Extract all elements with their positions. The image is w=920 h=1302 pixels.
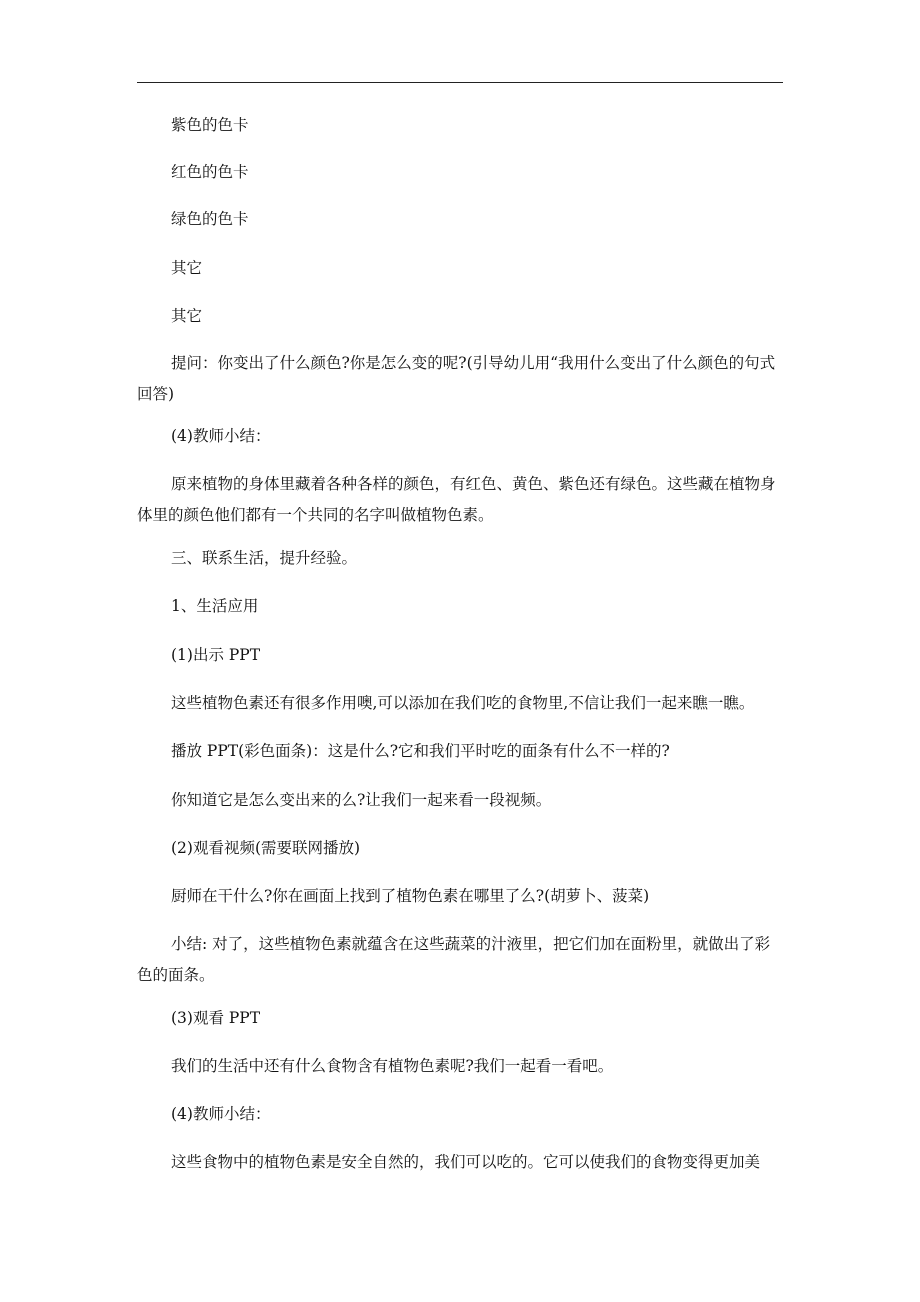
paragraph-play-ppt: 播放 PPT(彩色面条)：这是什么?它和我们平时吃的面条有什么不一样的? (171, 742, 670, 760)
header-rule (137, 82, 783, 83)
paragraph-teacher-summary-heading-2: (4)教师小结： (171, 1105, 271, 1123)
paragraph-other-2: 其它 (171, 307, 203, 325)
paragraph-other-1: 其它 (171, 259, 203, 277)
paragraph-summary-noodles: 小结: 对了，这些植物色素就蕴含在这些蔬菜的汁液里，把它们加在面粉里，就做出了彩色的面条。 (137, 935, 771, 984)
paragraph-safe-pigments: 这些食物中的植物色素是安全自然的，我们可以吃的。它可以使我们的食物变得更加美 (171, 1153, 761, 1171)
paragraph-summary-pigments: 原来植物的身体里藏着各种各样的颜色，有红色、黄色、紫色还有绿色。这些藏在植物身体里的颜色他们都有一个共同的名字叫做植物色素。 (137, 475, 776, 524)
paragraph-food-question: 我们的生活中还有什么食物含有植物色素呢?我们一起看一看吧。 (171, 1057, 614, 1075)
paragraph-purple-card: 紫色的色卡 (171, 116, 249, 134)
paragraph-how-made: 你知道它是怎么变出来的么?让我们一起来看一段视频。 (171, 791, 552, 809)
paragraph-teacher-summary-heading: (4)教师小结： (171, 427, 271, 445)
step-show-ppt: (1)出示 PPT (171, 646, 261, 664)
step-watch-video: (2)观看视频(需要联网播放) (171, 839, 361, 857)
paragraph-pigment-uses: 这些植物色素还有很多作用噢,可以添加在我们吃的食物里,不信让我们一起来瞧一瞧。 (171, 694, 755, 712)
paragraph-question: 提问：你变出了什么颜色?你是怎么变的呢?(引导幼儿用“我用什么变出了什么颜色的句式回答) (137, 354, 776, 403)
paragraph-chef-question: 厨师在干什么?你在画面上找到了植物色素在哪里了么?(胡萝卜、菠菜) (171, 887, 650, 905)
subsection-life-application: 1、生活应用 (171, 597, 259, 615)
section-heading-three: 三、联系生活，提升经验。 (171, 549, 358, 567)
paragraph-red-card: 红色的色卡 (171, 163, 249, 181)
paragraph-green-card: 绿色的色卡 (171, 210, 249, 228)
step-watch-ppt: (3)观看 PPT (171, 1009, 261, 1027)
